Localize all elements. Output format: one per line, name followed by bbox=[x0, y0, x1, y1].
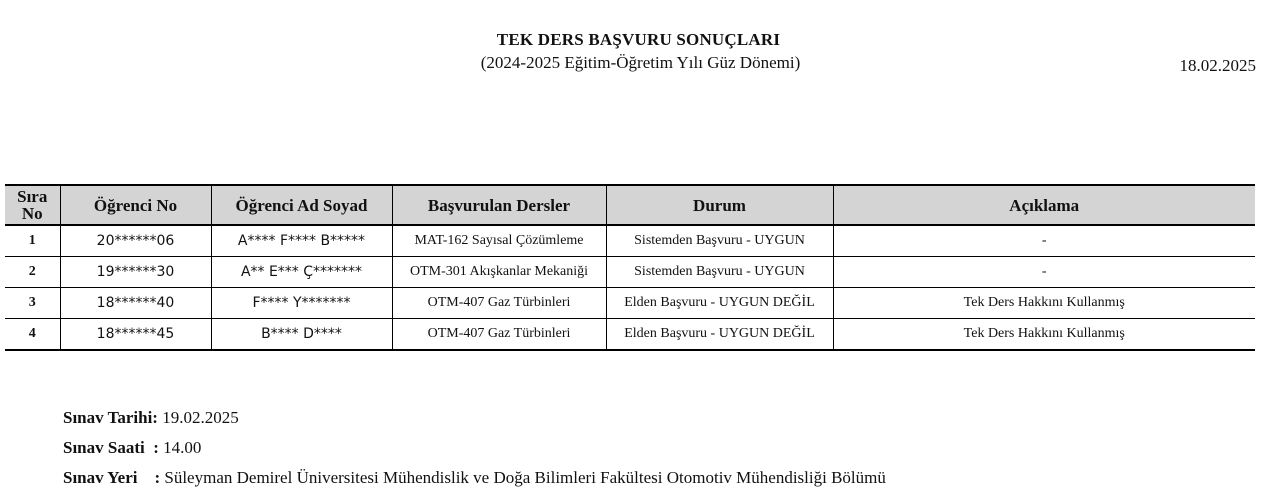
row-no: 2 bbox=[5, 257, 60, 288]
status: Sistemden Başvuru - UYGUN bbox=[606, 225, 833, 257]
row-no: 1 bbox=[5, 225, 60, 257]
page-subtitle bbox=[0, 53, 1261, 73]
student-no: 19******30 bbox=[60, 257, 211, 288]
page-title bbox=[0, 30, 1261, 50]
course: OTM-407 Gaz Türbinleri bbox=[392, 319, 606, 351]
status: Elden Başvuru - UYGUN DEĞİL bbox=[606, 319, 833, 351]
student-no: 20******06 bbox=[60, 225, 211, 257]
exam-date-label: Sınav Tarihi: bbox=[63, 408, 158, 427]
page-subtitle-text: (2024-2025 Eğitim-Öğretim Yılı Güz Dönemi) bbox=[480, 53, 801, 72]
note: - bbox=[833, 257, 1255, 288]
course: MAT-162 Sayısal Çözümleme bbox=[392, 225, 606, 257]
exam-time-label: Sınav Saati : bbox=[63, 438, 159, 457]
student-name: A** E*** Ç******* bbox=[211, 257, 392, 288]
student-no: 18******40 bbox=[60, 288, 211, 319]
note: - bbox=[833, 225, 1255, 257]
document-date: 18.02.2025 bbox=[1179, 56, 1256, 75]
exam-place-label: Sınav Yeri : bbox=[63, 468, 161, 487]
table-row bbox=[5, 225, 1255, 257]
student-name: F**** Y******* bbox=[211, 288, 392, 319]
student-no: 18******45 bbox=[60, 319, 211, 351]
header-aciklama: Açıklama bbox=[833, 185, 1255, 225]
course: OTM-407 Gaz Türbinleri bbox=[392, 288, 606, 319]
header-dersler: Başvurulan Dersler bbox=[392, 185, 606, 225]
student-name: B**** D**** bbox=[211, 319, 392, 351]
header-durum: Durum bbox=[606, 185, 833, 225]
course: OTM-301 Akışkanlar Mekaniği bbox=[392, 257, 606, 288]
table-header-row bbox=[5, 185, 1255, 225]
header-ad-soyad: Öğrenci Ad Soyad bbox=[211, 185, 392, 225]
status: Sistemden Başvuru - UYGUN bbox=[606, 257, 833, 288]
header-ogrenci-no: Öğrenci No bbox=[60, 185, 211, 225]
exam-date-line bbox=[63, 408, 239, 428]
student-name: A**** F**** B***** bbox=[211, 225, 392, 257]
table-row bbox=[5, 257, 1255, 288]
exam-place-value: Süleyman Demirel Üniversitesi Mühendislik ve Doğa Bilimleri Fakültesi Otomotiv Mühendisliği Bölümü bbox=[160, 468, 886, 487]
exam-time-value: 14.00 bbox=[158, 438, 202, 457]
row-no: 3 bbox=[5, 288, 60, 319]
table-row bbox=[5, 319, 1255, 351]
exam-time-line bbox=[63, 438, 201, 458]
status: Elden Başvuru - UYGUN DEĞİL bbox=[606, 288, 833, 319]
header-sira-no: Sıra No bbox=[5, 185, 60, 225]
table-row bbox=[5, 288, 1255, 319]
exam-place-line bbox=[63, 468, 886, 488]
results-table bbox=[5, 184, 1255, 351]
row-no: 4 bbox=[5, 319, 60, 351]
note: Tek Ders Hakkını Kullanmış bbox=[833, 319, 1255, 351]
exam-date-value: 19.02.2025 bbox=[157, 408, 239, 427]
page-title-text: TEK DERS BAŞVURU SONUÇLARI bbox=[496, 30, 781, 49]
note: Tek Ders Hakkını Kullanmış bbox=[833, 288, 1255, 319]
